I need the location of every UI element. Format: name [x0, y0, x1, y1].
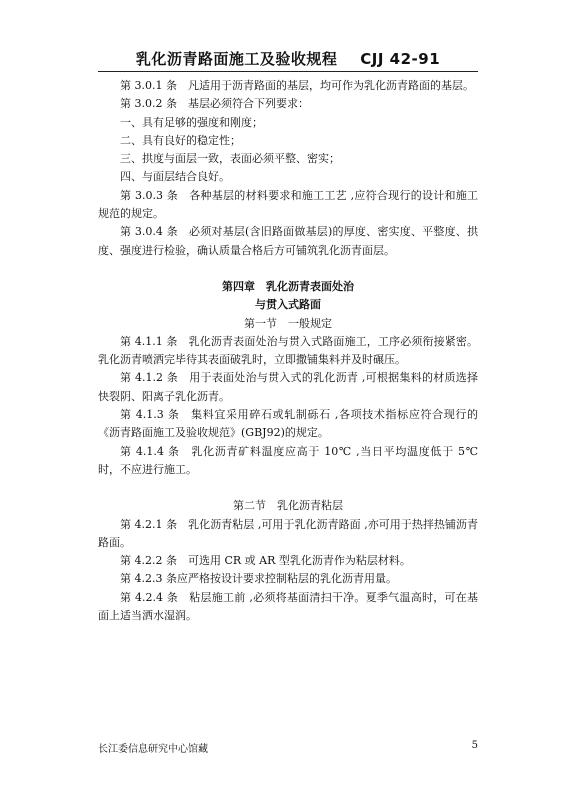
clause-4-2-2: 第 4.2.2 条 可选用 CR 或 AR 型乳化沥青作为粘层材料。: [120, 554, 411, 568]
header-rule: [98, 71, 478, 72]
clause-3-0-4: 第 3.0.4 条 必须对基层(含旧路面做基层)的厚度、密实度、平整度、拱度、强度进行检验，确认质量合格后方可铺筑乳化沥青面层。: [98, 225, 478, 257]
clause-3-0-2-item-2: 二、具有良好的稳定性；: [120, 133, 241, 147]
clause-3-0-2: 第 3.0.2 条 基层必须符合下列要求：: [120, 97, 309, 111]
page-body: [98, 77, 478, 625]
page-header: [98, 48, 478, 69]
header-title: 乳化沥青路面施工及验收规程: [135, 50, 338, 68]
clause-4-2-4: 第 4.2.4 条 粘层施工前 ,必须将基面清扫干净。夏季气温高时，可在基面上适当洒水湿润。: [98, 590, 478, 623]
clause-4-1-4: 第 4.1.4 条 乳化沥青矿料温度应高于 10℃ ,当日平均温度低于 5℃时，不应进行施工。: [98, 444, 478, 476]
footer-source: 长江委信息研究中心馆藏: [98, 744, 208, 755]
clause-3-0-3: 第 3.0.3 条 各种基层的材料要求和施工工艺 ,应符合现行的设计和施工规范的规定。: [98, 188, 478, 221]
section-heading-1: 第一节 一般规定: [244, 316, 332, 330]
clause-3-0-2-item-4: 四、与面层结合良好。: [120, 170, 230, 184]
clause-4-2-3: 第 4.2.3 条应严格按设计要求控制粘层的乳化沥青用量。: [120, 572, 397, 586]
clause-4-1-3: 第 4.1.3 条 集料宜采用碎石或轧制砾石 ,各项技术指标应符合现行的《沥青路面施工及验收规范》(GBJ92)的规定。: [98, 408, 478, 440]
page-number: 5: [471, 740, 478, 751]
section-heading-2: 第二节 乳化沥青粘层: [233, 499, 343, 513]
clause-4-1-1: 第 4.1.1 条 乳化沥青表面处治与贯入式路面施工，工序必须衔接紧密。乳化沥青喷洒完毕待其表面破乳时，立即撒铺集料并及时碾压。: [98, 334, 478, 367]
chapter-subtitle: 与贯入式路面: [255, 298, 321, 312]
clause-4-2-1: 第 4.2.1 条 乳化沥青粘层 ,可用于乳化沥青路面 ,亦可用于热拌热铺沥青路面。: [98, 517, 478, 549]
clause-4-1-2: 第 4.1.2 条 用于表面处治与贯入式的乳化沥青 ,可根据集料的材质选择快裂阴、阳离子乳化沥青。: [98, 371, 478, 403]
clause-3-0-2-item-1: 一、具有足够的强度和刚度；: [120, 115, 263, 129]
clause-3-0-1: 第 3.0.1 条 凡适用于沥青路面的基层，均可作为乳化沥青路面的基层。: [120, 79, 474, 92]
chapter-title: 第四章 乳化沥青表面处治: [222, 279, 354, 293]
clause-3-0-2-item-3: 三、拱度与面层一致，表面必须平整、密实；: [120, 152, 340, 166]
header-code: CJJ 42-91: [360, 50, 441, 68]
